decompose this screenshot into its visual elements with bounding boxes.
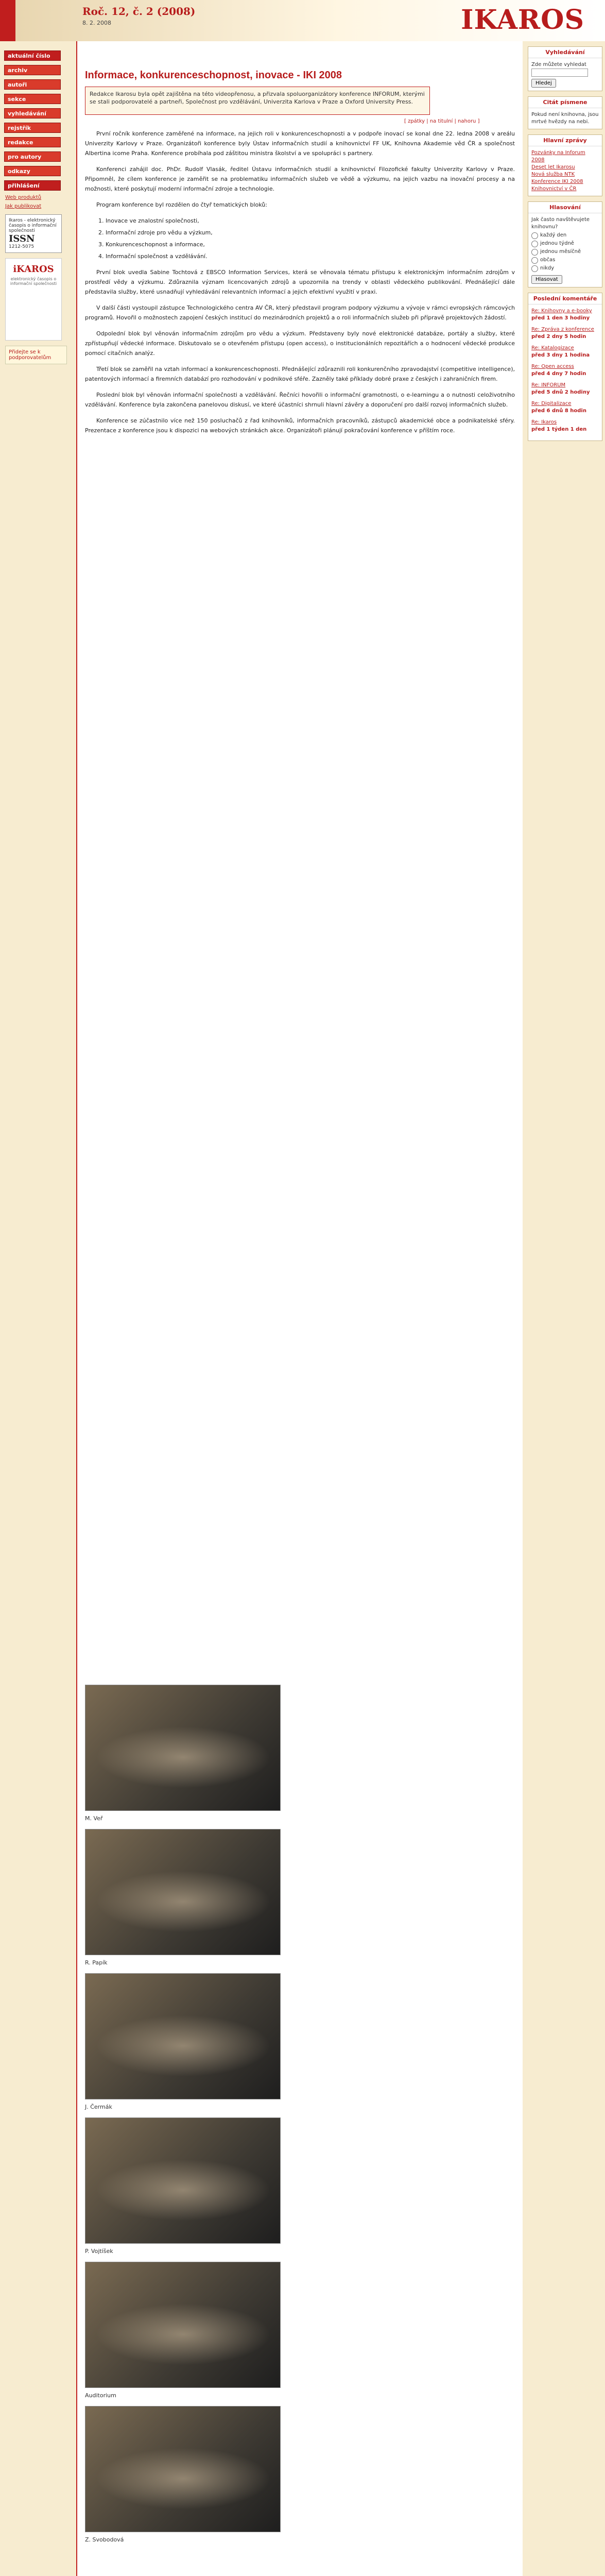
main-content bbox=[85, 41, 515, 2576]
quote-box bbox=[528, 96, 602, 129]
recent-comment[interactable] bbox=[531, 308, 599, 322]
support-box[interactable]: Přidejte se k podporovatelům bbox=[5, 346, 67, 364]
article-nav-links[interactable]: [ zpátky | na titulní | nahoru ] bbox=[404, 118, 480, 124]
recent-comment[interactable] bbox=[531, 363, 599, 378]
photo-caption: J. Čermák bbox=[85, 2104, 112, 2110]
issue-number: Roč. 12, č. 2 (2008) bbox=[82, 5, 196, 18]
issn-label: ISSN bbox=[9, 233, 35, 244]
news-link[interactable]: Knihovnictví v ČR bbox=[531, 186, 577, 192]
recent-comment-date: před 1 týden 1 den bbox=[531, 427, 587, 432]
article-body bbox=[85, 129, 515, 442]
recent-comment[interactable] bbox=[531, 382, 599, 396]
recent-comment[interactable] bbox=[531, 345, 599, 359]
poll-radio[interactable] bbox=[531, 265, 538, 272]
article-paragraph: Odpolední blok byl věnován informačním zdrojům pro vědu a výzkum. Představeny byly nové elektronické databáze, portály a služby, které zpřístupňují vědecké informace. Diskutovalo se o otevřeném přístupu (open access), o institucionálních repozitářích a o hodnocení vědecké produkce pomocí citačních analýz. bbox=[85, 330, 515, 357]
program-block: 1. Inovace ve znalostní společnosti, bbox=[106, 216, 515, 226]
recent-comment[interactable] bbox=[531, 400, 599, 415]
nav-login[interactable]: přihlášení bbox=[4, 180, 61, 191]
search-hint: Zde můžete vyhledat bbox=[531, 62, 586, 67]
ikaros-banner[interactable] bbox=[5, 258, 62, 341]
recent-comment[interactable] bbox=[531, 419, 599, 433]
conference-photo bbox=[85, 2406, 281, 2532]
recent-comment-date: před 2 dny 5 hodin bbox=[531, 334, 586, 340]
program-block: 2. Informační zdroje pro vědu a výzkum, bbox=[106, 228, 515, 238]
banner-logo: iKAROS bbox=[13, 264, 54, 275]
program-block: 3. Konkurenceschopnost a informace, bbox=[106, 240, 515, 249]
poll-option[interactable] bbox=[531, 248, 599, 256]
article-paragraph: První blok uvedla Sabine Tochtová z EBSCO Information Services, která se věnovala tématu přístupu k elektronickým informačním zdrojům v prostředí vědy a výzkumu. Zdůraznila význam licencovaných zdrojů a upozornila na trendy v oblasti vědeckého publikování. Přednášející dále představila služby, které usnadňují vyhledávání relevantních informací a jejich efektivní využití v praxi. bbox=[85, 269, 515, 295]
nav-archive[interactable]: archiv bbox=[4, 65, 61, 75]
poll-option-label: jednou měsíčně bbox=[540, 249, 581, 255]
search-box bbox=[528, 46, 602, 91]
poll-option[interactable] bbox=[531, 257, 599, 264]
poll-option-label: občas bbox=[540, 257, 556, 263]
right-sidebar bbox=[523, 41, 605, 2576]
poll-option-label: jednou týdně bbox=[540, 241, 574, 246]
main-news-title: Hlavní zprávy bbox=[528, 135, 602, 146]
nav-index[interactable]: rejstřík bbox=[4, 123, 61, 133]
poll-option-label: každý den bbox=[540, 232, 567, 238]
photo-gallery bbox=[85, 1685, 281, 2550]
recent-comments-box bbox=[528, 293, 602, 441]
article-paragraph: Konference se zúčastnilo více než 150 posluchačů z řad knihovníků, informačních pracovníků, zástupců akademické obce a podnikatelské sféry. Prezentace z konference jsou k dispozici na webových stránkách akce. Organizátoři plánují pokračování konference v příštím roce. bbox=[85, 417, 515, 434]
issn-number: 1212-5075 bbox=[9, 244, 34, 249]
photo-caption: R. Papík bbox=[85, 1959, 108, 1966]
article-lead: Redakce Ikarosu byla opět zajištěna na této videopřenosu, a přizvala spoluorganizátory konference INFORUM, kterými se stali podporovatelé a partneři, Společnost pro vzdělávání, Univerzita Karlova v Praze a Oxford University Press. bbox=[85, 87, 430, 115]
poll-box bbox=[528, 201, 602, 287]
photo-caption: Auditorium bbox=[85, 2392, 116, 2399]
program-blocks-list bbox=[106, 216, 515, 261]
poll-radio[interactable] bbox=[531, 232, 538, 239]
article-paragraph: Konferenci zahájil doc. PhDr. Rudolf Vlasák, ředitel Ústavu informačních studií a knihovnictví Filozofické fakulty Univerzity Karlovy v Praze. Připomněl, že cílem konference je zaměřit se na problematiku informačních služeb ve vědě a výzkumu, na jejich vazbu na inovační procesy a na možnosti, které poskytují moderní informační zdroje a technologie. bbox=[85, 166, 515, 192]
photo-caption: M. Veř bbox=[85, 1815, 103, 1822]
recent-comment-text[interactable]: Re: Digitalizace bbox=[531, 401, 572, 406]
article-paragraph: Poslední blok byl věnován informační společnosti a vzdělávání. Řečníci hovořili o informační gramotnosti, o e-learningu a o nutnosti celoživotního vzdělávání. Konference byla zakončena panelovou diskusí, ve které účastníci shrnuli hlavní závěry a doporučení pro další rozvoj informačních služeb. bbox=[85, 392, 515, 408]
header-accent-strip bbox=[0, 0, 15, 41]
recent-comment-text[interactable]: Re: Zpráva z konference bbox=[531, 327, 594, 332]
ikaros-logo[interactable]: IKAROS bbox=[461, 4, 584, 36]
recent-comment-text[interactable]: Re: Knihovny a e-booky bbox=[531, 308, 592, 314]
issue-date: 8. 2. 2008 bbox=[82, 20, 111, 26]
poll-option-label: nikdy bbox=[540, 265, 555, 271]
news-link[interactable]: Konference IKI 2008 bbox=[531, 179, 583, 184]
poll-title: Hlasování bbox=[528, 202, 602, 213]
news-link[interactable]: Pozvánky na Inforum 2008 bbox=[531, 150, 585, 163]
issn-badge-text: Ikaros - elektronický časopis o informační společnosti bbox=[9, 218, 57, 233]
photo-caption: Z. Svobodová bbox=[85, 2536, 124, 2543]
program-block: 4. Informační společnost a vzdělávání. bbox=[106, 251, 515, 261]
poll-option[interactable] bbox=[531, 265, 599, 272]
conference-photo bbox=[85, 2117, 281, 2244]
search-box-title: Vyhledávání bbox=[528, 47, 602, 58]
recent-comment-date: před 6 dnů 8 hodin bbox=[531, 408, 586, 414]
left-navigation bbox=[0, 41, 77, 2576]
nav-links[interactable]: odkazy bbox=[4, 166, 61, 176]
poll-radio[interactable] bbox=[531, 257, 538, 264]
nav-editorial[interactable]: redakce bbox=[4, 137, 61, 147]
issn-badge bbox=[5, 214, 62, 253]
link-web-products[interactable]: Web produktů bbox=[5, 195, 42, 200]
sidebar-search-input[interactable] bbox=[531, 69, 588, 77]
recent-comment-text[interactable]: Re: Ikaros bbox=[531, 419, 557, 425]
recent-comment-text[interactable]: Re: Open access bbox=[531, 364, 574, 369]
poll-radio[interactable] bbox=[531, 249, 538, 256]
news-link[interactable]: Deset let Ikarosu bbox=[531, 164, 575, 170]
conference-photo bbox=[85, 2262, 281, 2388]
page-header bbox=[0, 0, 605, 41]
poll-option[interactable] bbox=[531, 232, 599, 239]
quote-box-title: Citát písmene bbox=[528, 97, 602, 108]
recent-comment[interactable] bbox=[531, 326, 599, 341]
nav-authors[interactable]: autoři bbox=[4, 79, 61, 90]
article-paragraph: V další části vystoupil zástupce Technologického centra AV ČR, který představil program podpory výzkumu a vývoje v rámci evropských rámcových programů. Hovořil o možnostech zapojení českých institucí do mezinárodních projektů a o roli informačních služeb při přípravě projektových žádostí. bbox=[85, 304, 515, 321]
nav-sections[interactable]: sekce bbox=[4, 94, 61, 104]
banner-name: elektronický časopis o informační společnosti bbox=[10, 277, 57, 286]
nav-search[interactable]: vyhledávání bbox=[4, 108, 61, 118]
recent-comment-date: před 3 dny 1 hodina bbox=[531, 352, 590, 358]
conference-photo bbox=[85, 1685, 281, 1811]
recent-comment-date: před 5 dnů 2 hodiny bbox=[531, 389, 590, 395]
nav-current-issue[interactable]: aktuální číslo bbox=[4, 50, 61, 61]
poll-vote-button[interactable]: Hlasovat bbox=[531, 275, 562, 284]
poll-radio[interactable] bbox=[531, 241, 538, 247]
article-paragraph: Třetí blok se zaměřil na vztah informací a konkurenceschopnosti. Přednášející zdůraznili roli konkurenčního zpravodajství (competitive intelligence), patentových informací a firemních databází pro rozhodování v podnikové sféře. Zazněly také příklady dobré praxe z českých i zahraničních firem. bbox=[85, 366, 515, 382]
recent-comment-text[interactable]: Re: INFORUM bbox=[531, 382, 566, 388]
conference-photo bbox=[85, 1973, 281, 2099]
article-title: Informace, konkurenceschopnost, inovace - IKI 2008 bbox=[85, 70, 342, 81]
recent-comment-date: před 4 dny 7 hodin bbox=[531, 371, 586, 377]
nav-for-authors[interactable]: pro autory bbox=[4, 151, 61, 162]
conference-photo bbox=[85, 1829, 281, 1955]
recent-comments-title: Poslední komentáře bbox=[528, 293, 602, 304]
recent-comment-date: před 1 den 3 hodiny bbox=[531, 315, 590, 321]
poll-option[interactable] bbox=[531, 240, 599, 247]
article-paragraph: První ročník konference zaměřené na informace, na jejich roli v konkurenceschopnosti a v podpoře inovací se konal dne 22. ledna 2008 v areálu Univerzity Karlovy v Praze. Organizátoři konference byly Ústav informačních studií a knihovnictví FF UK, Knihovna Akademie věd ČR a společnost Albertina icome Praha. Konference probíhala pod záštitou ministra školství a ve spolupráci s partnery. bbox=[85, 130, 515, 157]
sidebar-search-button[interactable]: Hledej bbox=[531, 79, 556, 88]
photo-caption: P. Vojtíšek bbox=[85, 2248, 113, 2255]
link-how-to-publish[interactable]: Jak publikovat bbox=[5, 204, 42, 209]
poll-question: Jak často navštěvujete knihovnu? bbox=[531, 217, 590, 230]
news-link[interactable]: Nová služba NTK bbox=[531, 172, 575, 177]
main-news-box bbox=[528, 134, 602, 196]
recent-comment-text[interactable]: Re: Katalogizace bbox=[531, 345, 574, 351]
article-paragraph: Program konference byl rozdělen do čtyř tematických bloků: bbox=[96, 201, 267, 208]
quote-text: Pokud není knihovna, jsou mrtvé hvězdy na nebi. bbox=[531, 112, 599, 125]
